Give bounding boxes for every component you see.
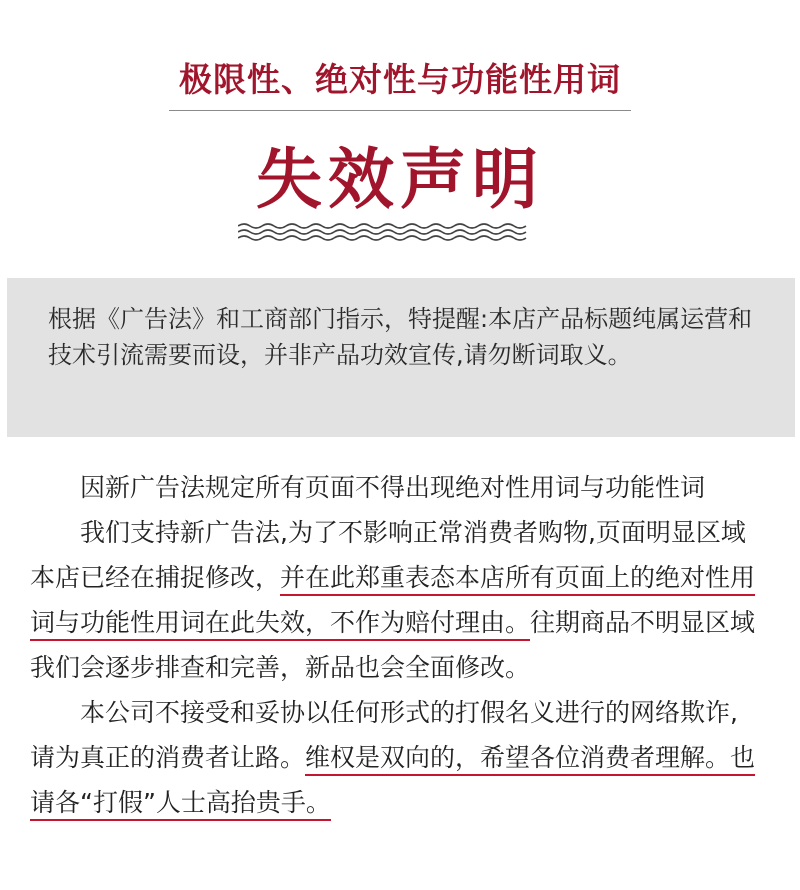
declaration-body — [30, 465, 760, 825]
paragraph-3-underlined: 维权是双向的，希望各位消费者理解。也请各“打假”人士高抬贵手。 — [30, 743, 755, 821]
paragraph-2-underlined: 并在此郑重表态本店所有页面上的绝对性用词与功能性用词在此失效，不作为赔付理由。 — [30, 563, 755, 641]
notice-text: 根据《广告法》和工商部门指示，特提醒:本店产品标题纯属运营和技术引流需要而设，并非产品功效宣传,请勿断词取义。 — [48, 305, 753, 369]
page-title: 失效声明 — [256, 141, 544, 218]
paragraph-3-start: 本公司不接受和妥协以任何形式的打假名义进行的网络欺诈,请为真正的消费者让路。 — [30, 698, 738, 772]
paragraph-3 — [30, 690, 760, 825]
paragraph-2-end: 往期商品不明显区域我们会逐步排查和完善，新品也会全面修改。 — [30, 608, 756, 682]
wave-divider-icon — [238, 222, 528, 242]
paragraph-1: 因新广告法规定所有页面不得出现绝对性用词与功能性词 — [80, 473, 706, 502]
paragraph-2-start: 我们支持新广告法,为了不影响正常消费者购物,页面明显区域本店已经在捕捉修改， — [30, 518, 746, 592]
subtitle-divider — [169, 110, 631, 111]
paragraph-2 — [30, 510, 760, 690]
subtitle: 极限性、绝对性与功能性用词 — [179, 60, 621, 99]
